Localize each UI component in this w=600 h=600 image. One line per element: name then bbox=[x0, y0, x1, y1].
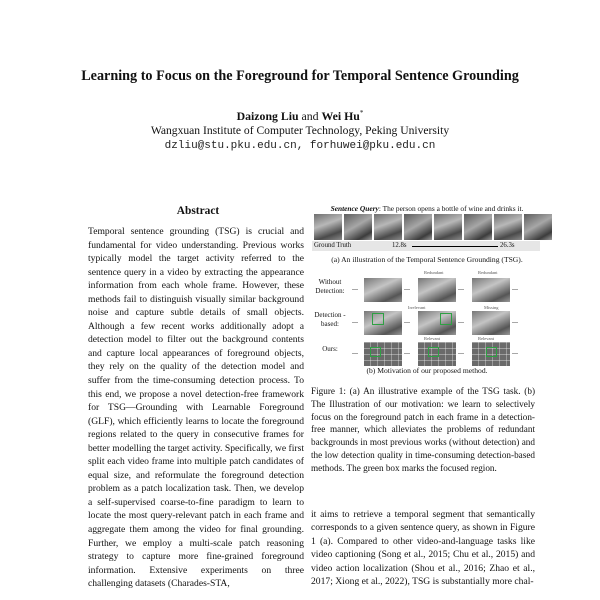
intro-text bbox=[311, 508, 535, 588]
detection-box bbox=[440, 313, 452, 325]
ellipsis: ... bbox=[458, 316, 464, 325]
sentence-query-label: Sentence Query bbox=[330, 204, 379, 213]
ellipsis: ... bbox=[404, 347, 410, 356]
gt-span-arrow bbox=[412, 246, 498, 247]
detection-box bbox=[372, 313, 384, 325]
author-name: Daizong Liu bbox=[236, 109, 299, 123]
row-label-ours: Ours: bbox=[322, 345, 338, 353]
gt-end-time: 26.3s bbox=[500, 242, 515, 249]
affiliation: Wangxuan Institute of Computer Technology, Peking University bbox=[150, 124, 450, 137]
ground-truth-label: Ground Truth bbox=[314, 242, 352, 249]
author-emails: dzliu@stu.pku.edu.cn, forhuwei@pku.edu.cn bbox=[164, 140, 436, 152]
video-frame bbox=[472, 278, 510, 302]
tag-redundant: Redundant bbox=[424, 270, 444, 275]
row-label-detection-based: Detection -based: bbox=[314, 311, 346, 328]
ellipsis: ... bbox=[352, 347, 358, 356]
abstract-text bbox=[88, 225, 304, 591]
paper-title: Learning to Focus on the Foreground for Temporal Sentence Grounding bbox=[81, 68, 519, 84]
abstract-heading: Abstract bbox=[176, 205, 220, 217]
video-frame bbox=[434, 214, 462, 240]
focused-patch-box bbox=[486, 347, 497, 357]
gt-start-time: 12.8s bbox=[392, 242, 407, 249]
tag-redundant: Redundant bbox=[478, 270, 498, 275]
tag-irrelevant: Irrelevant bbox=[408, 305, 426, 310]
video-frame bbox=[494, 214, 522, 240]
ellipsis: ... bbox=[458, 347, 464, 356]
subcaption-a: (a) An illustration of the Temporal Sentence Grounding (TSG). bbox=[331, 255, 523, 264]
abstract-paragraph: Temporal sentence grounding (TSG) is crucial and fundamental for video understanding. Previous works typically model the target activity referred to the sentence query in a video by extracting the appearance information from each whole frame. However, these methods fail to distinguish visually similar background noise and capture subtle details of small objects. Although a few recent works additionally adopt a detection model to filter out the background contents and capture local appearances of foreground objects, they rely on the quality of the detection model and suffer from the time-consuming detection process. To this end, we propose a novel detection-free framework for TSG—Grounding with Learnable Foreground (GLF), which efficiently learns to locate the foreground regions related to the query in consecutive frames for better modelling the target activity. Specifically, we first split each video frame into multiple patch candidates of equal size, and reformulate the foreground detection problem as a patch localization task. Then, we develop a self-supervised coarse-to-fine paradigm to learn to locate the most query-relevant patch in each frame and aggregate them among the video for final grounding. Further, we employ a multi-scale patch reasoning strategy to capture more fine-grained foreground information. Extensive experiments on three challenging datasets (Charades-STA, bbox=[88, 226, 304, 590]
video-frame bbox=[314, 214, 342, 240]
video-frame bbox=[374, 214, 402, 240]
corresponding-mark: * bbox=[359, 109, 364, 118]
figure-caption-text: Figure 1: (a) An illustrative example of the TSG task. (b) The Illustration of our motivation: we learn to selectively focus on the foreground patch in each frame in a detection-free manner, which alleviates the problems of redundant backgrounds in most previous works (without detection) and the low detection quality in time-consuming detection-based methods. The green box marks the focused region. bbox=[311, 386, 535, 473]
tag-relevant: Relevant bbox=[478, 336, 494, 341]
video-frame bbox=[418, 278, 456, 302]
ellipsis: ... bbox=[512, 283, 518, 292]
ellipsis: ... bbox=[404, 316, 410, 325]
video-frame bbox=[344, 214, 372, 240]
focused-patch-box bbox=[428, 347, 439, 357]
ground-truth-bar bbox=[312, 241, 540, 251]
sentence-query bbox=[312, 204, 542, 213]
subcaption-b: (b) Motivation of our proposed method. bbox=[366, 366, 488, 375]
ellipsis: ... bbox=[352, 283, 358, 292]
video-frame bbox=[464, 214, 492, 240]
video-frame bbox=[404, 214, 432, 240]
ellipsis: ... bbox=[458, 283, 464, 292]
ellipsis: ... bbox=[352, 316, 358, 325]
video-frame bbox=[524, 214, 552, 240]
author-name: Wei Hu bbox=[321, 109, 360, 123]
authors bbox=[0, 109, 600, 124]
author-conjunction: and bbox=[301, 109, 319, 123]
focused-patch-box bbox=[370, 347, 381, 357]
tag-missing: Missing bbox=[484, 305, 499, 310]
intro-paragraph: it aims to retrieve a temporal segment that semantically corresponds to a given sentence query, as shown in Figure 1 (a). Compared to other video-and-language tasks like video captioning (Song et al., 2015; Chu et al., 2015) and video action localization (Shou et al., 2016; Zhao et al., 2017; Xiong et al., 2022), TSG is substantially more chal- bbox=[311, 509, 535, 588]
row-label-without-detection: Without Detection: bbox=[315, 278, 345, 295]
ellipsis: ... bbox=[512, 347, 518, 356]
ellipsis: ... bbox=[404, 283, 410, 292]
video-frame-strip bbox=[314, 214, 552, 240]
figure-caption bbox=[311, 385, 535, 475]
ellipsis: ... bbox=[512, 316, 518, 325]
tag-relevant: Relevant bbox=[424, 336, 440, 341]
sentence-query-text: : The person opens a bottle of wine and drinks it. bbox=[378, 204, 524, 213]
video-frame bbox=[472, 311, 510, 335]
video-frame bbox=[364, 278, 402, 302]
